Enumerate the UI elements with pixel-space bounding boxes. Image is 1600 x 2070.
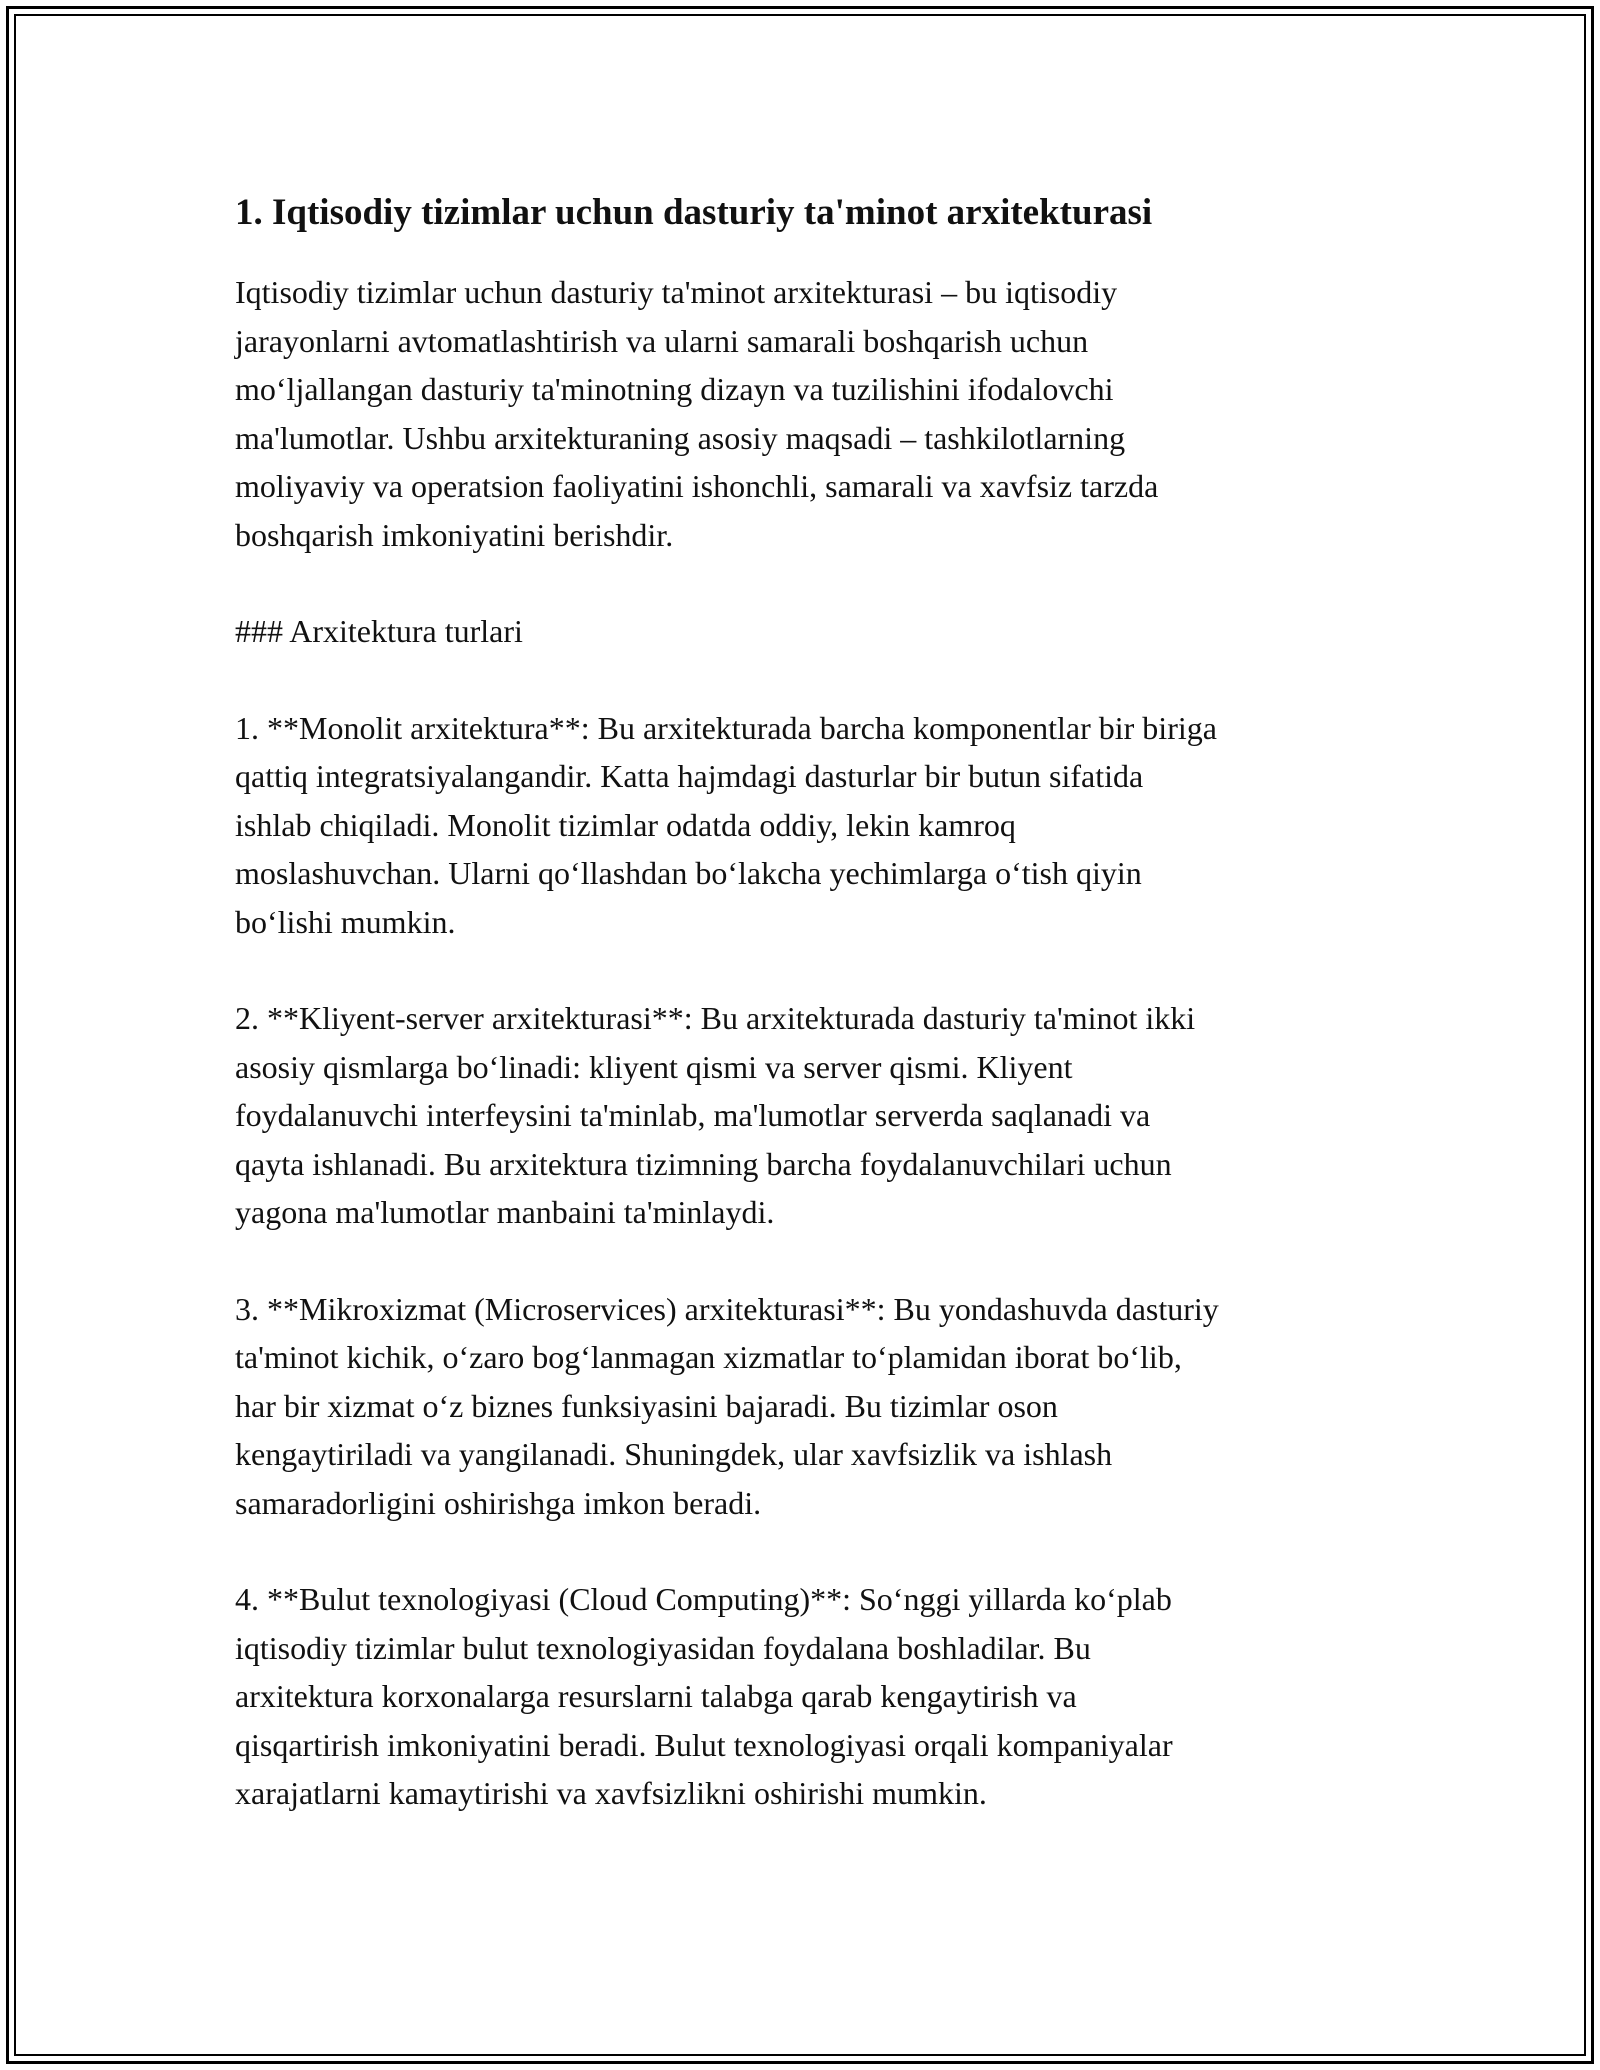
list-item-mikroxizmat: 3. **Mikroxizmat (Microservices) arxitekturasi**: Bu yondashuvda dasturiy ta'minot kichik, o‘zaro bog‘lanmagan xizmatlar to‘plamidan iborat bo‘lib, har bir xizmat o‘z biznes funksiyasini bajaradi. Bu tizimlar oson kengaytiriladi va yangilanadi. Shuningdek, ular xavfsizlik va ishlash samaradorligini oshirishga imkon beradi. <box>235 1290 1219 1521</box>
list-item-bulut: 4. **Bulut texnologiyasi (Cloud Computing)**: So‘nggi yillarda ko‘plab iqtisodiy tizimlar bulut texnologiyasidan foydalana boshladilar. Bu arxitektura korxonalarga resurslarni talabga qarab kengaytirish va qisqartirish imkoniyatini beradi. Bulut texnologiyasi orqali kompaniyalar xarajatlarni kamaytirishi va xavfsizlikni oshirishi mumkin. <box>235 1581 1173 1811</box>
document-body <box>235 188 1385 1866</box>
list-item-kliyent-server: 2. **Kliyent-server arxitekturasi**: Bu arxitekturada dasturiy ta'minot ikki asosiy qismlarga bo‘linadi: kliyent qismi va server qismi. Kliyent foydalanuvchi interfeysini ta'minlab, ma'lumotlar serverda saqlanadi va qayta ishlanadi. Bu arxitektura tizimning barcha foydalanuvchilari uchun yagona ma'lumotlar manbaini ta'minlaydi. <box>235 1000 1196 1230</box>
list-item-monolit: 1. **Monolit arxitektura**: Bu arxitekturada barcha komponentlar bir biriga qattiq integratsiyalangandir. Katta hajmdagi dasturlar bir butun sifatida ishlab chiqiladi. Monolit tizimlar odatda oddiy, lekin kamroq moslashuvchan. Ularni qo‘llashdan bo‘lakcha yechimlarga o‘tish qiyin bo‘lishi mumkin. <box>235 709 1217 940</box>
document-title: 1. Iqtisodiy tizimlar uchun dasturiy ta'minot arxitekturasi <box>235 192 1153 233</box>
section-heading-arxitektura-turlari: ### Arxitektura turlari <box>235 613 523 649</box>
intro-paragraph: Iqtisodiy tizimlar uchun dasturiy ta'minot arxitekturasi – bu iqtisodiy jarayonlarni avtomatlashtirish va ularni samarali boshqarish uchun mo‘ljallangan dasturiy ta'minotning dizayn va tuzilishini ifodalovchi ma'lumotlar. Ushbu arxitekturaning asosiy maqsadi – tashkilotlarning moliyaviy va operatsion faoliyatini ishonchli, samarali va xavfsiz tarzda boshqarish imkoniyatini berishdir. <box>235 274 1159 553</box>
